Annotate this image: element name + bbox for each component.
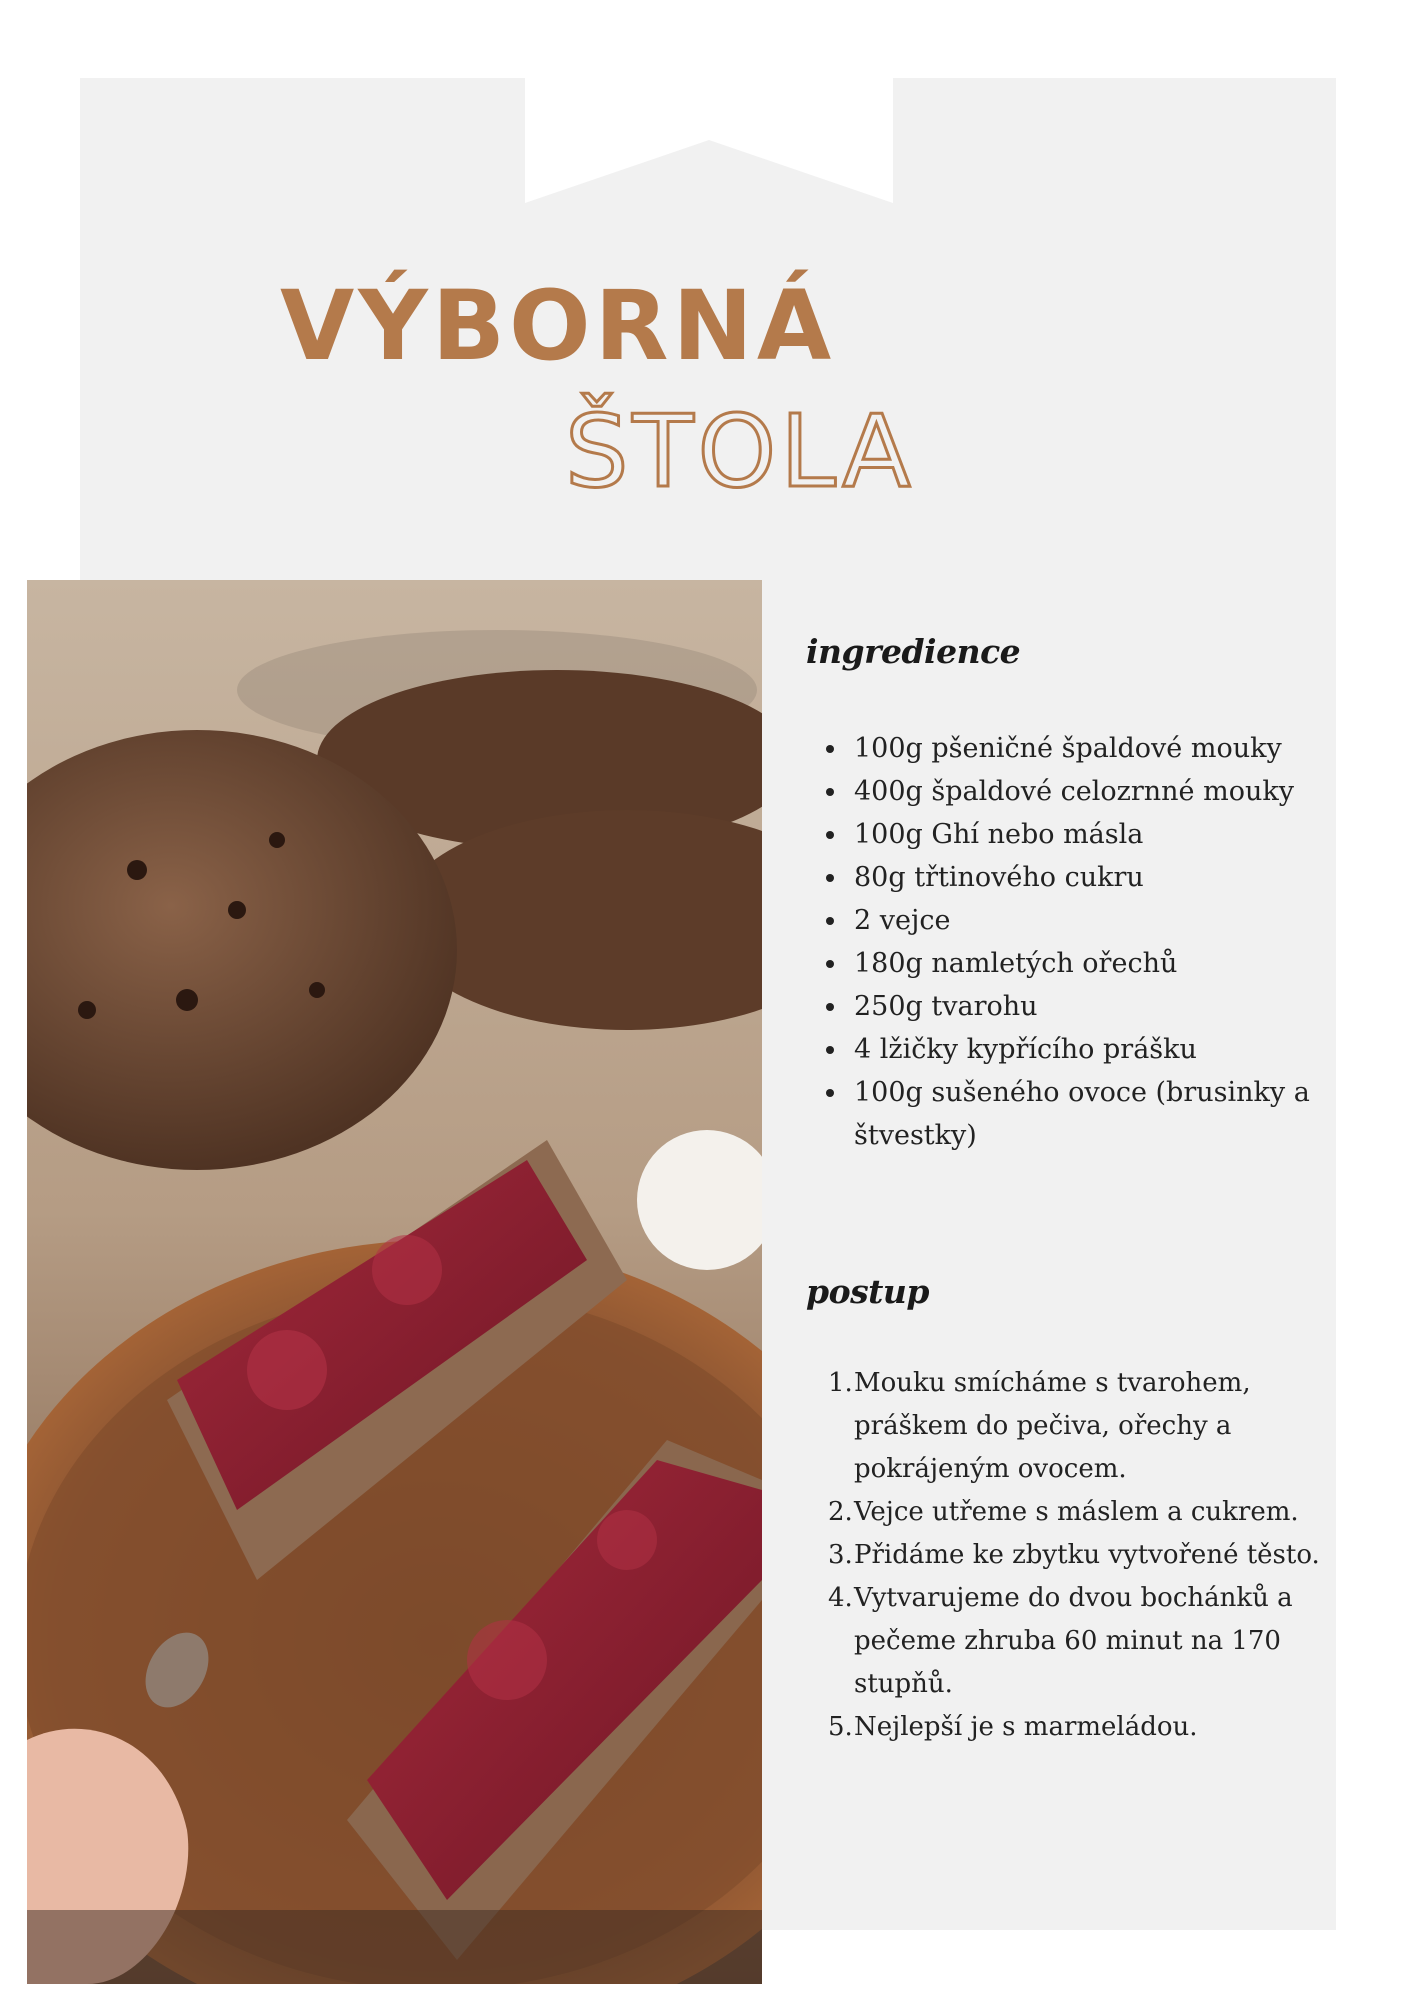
ingredient-item: 100g sušeného ovoce (brusinky a štvestky): [826, 1071, 1326, 1157]
ingredients-heading: ingredience: [806, 632, 1021, 671]
title-line-1: VÝBORNÁ: [280, 270, 836, 382]
ingredient-item: 100g pšeničné špaldové mouky: [826, 727, 1326, 770]
step-text: Mouku smícháme s tvarohem, práškem do pečiva, ořechy a pokrájeným ovocem.: [854, 1368, 1251, 1484]
step-number: 4.: [828, 1583, 853, 1613]
step-number: 1.: [828, 1368, 853, 1398]
step-text: Nejlepší je s marmeládou.: [854, 1712, 1198, 1742]
step-text: Vytvarujeme do dvou bochánků a pečeme zhruba 60 minut na 170 stupňů.: [854, 1583, 1293, 1699]
method-step: [828, 1577, 1328, 1706]
ingredient-item: 2 vejce: [826, 899, 1326, 942]
method-step: [828, 1491, 1328, 1534]
ingredient-item: 180g namletých ořechů: [826, 942, 1326, 985]
ingredient-item: 4 lžičky kypřícího prášku: [826, 1028, 1326, 1071]
food-photo-illustration: [27, 580, 762, 1984]
method-step: [828, 1534, 1328, 1577]
ingredients-list: [826, 727, 1326, 1157]
ingredient-item: 400g špaldové celozrnné mouky: [826, 770, 1326, 813]
method-steps-list: [828, 1362, 1328, 1749]
ingredient-item: 80g třtinového cukru: [826, 856, 1326, 899]
step-number: 2.: [828, 1497, 853, 1527]
method-step: [828, 1362, 1328, 1491]
step-text: Přidáme ke zbytku vytvořené těsto.: [854, 1540, 1320, 1570]
method-step: [828, 1706, 1328, 1749]
method-heading: postup: [806, 1272, 929, 1311]
ingredient-item: 100g Ghí nebo másla: [826, 813, 1326, 856]
food-photo: [27, 580, 762, 1984]
title-line-2: ŠTOLA: [565, 393, 915, 510]
step-text: Vejce utřeme s máslem a cukrem.: [854, 1497, 1299, 1527]
step-number: 3.: [828, 1540, 853, 1570]
step-number: 5.: [828, 1712, 853, 1742]
ingredient-item: 250g tvarohu: [826, 985, 1326, 1028]
